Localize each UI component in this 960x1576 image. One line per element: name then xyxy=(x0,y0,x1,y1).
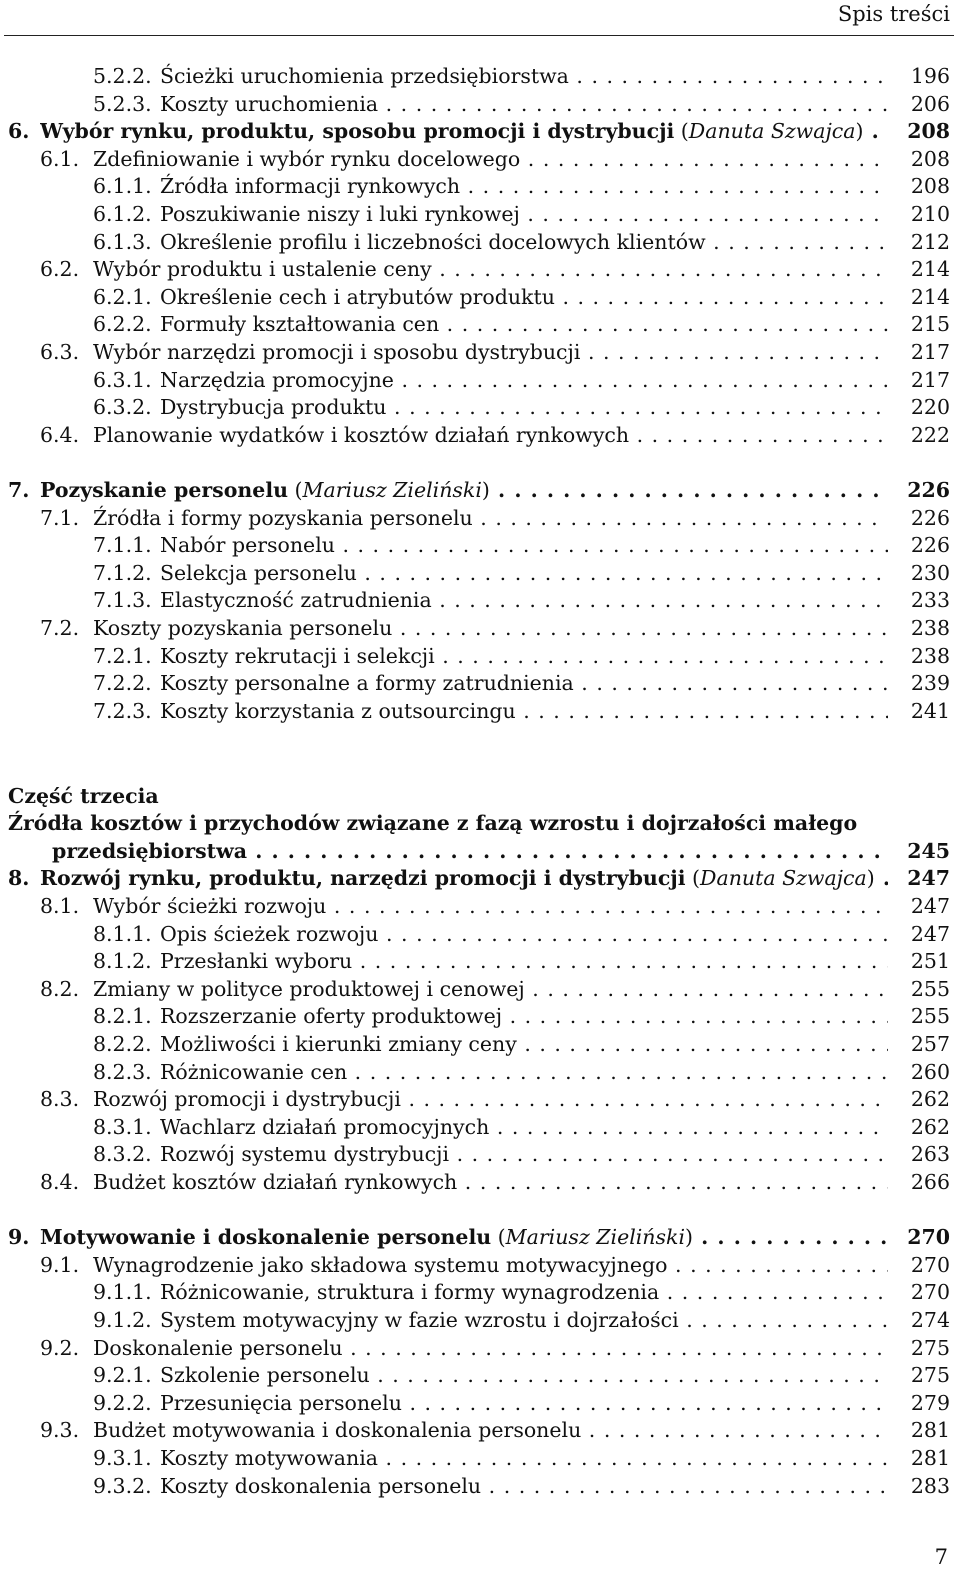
entry-number: 9. xyxy=(8,1225,30,1250)
entry-number: 8.1. xyxy=(40,894,80,918)
entry-title-text: Wachlarz działań promocyjnych xyxy=(160,1114,490,1139)
entry-number: 6.3.1. xyxy=(93,367,152,392)
toc-entry[interactable] xyxy=(0,62,960,90)
entry-title-text: Narzędzia promocyjne xyxy=(160,367,394,392)
entry-page: 212 xyxy=(910,229,950,254)
entry-number: 7.2.3. xyxy=(93,698,152,723)
toc-entry[interactable] xyxy=(0,200,960,228)
entry-number: 8.3.1. xyxy=(93,1114,152,1139)
entry-page: 255 xyxy=(910,1004,950,1029)
toc-entry[interactable] xyxy=(0,1306,960,1334)
entry-page: 230 xyxy=(910,560,950,585)
toc-entry[interactable] xyxy=(0,421,960,449)
entry-title xyxy=(93,1416,888,1444)
page-number: 7 xyxy=(934,1545,948,1569)
entry-page: 214 xyxy=(910,284,950,309)
entry-page: 226 xyxy=(910,533,950,558)
entry-title xyxy=(160,1002,888,1030)
entry-page: 239 xyxy=(910,671,950,696)
entry-title-text: Określenie cech i atrybutów produktu xyxy=(160,284,555,309)
entry-page: 281 xyxy=(910,1418,950,1443)
entry-title xyxy=(160,669,888,697)
entry-number: 8.2.2. xyxy=(93,1032,152,1056)
entry-number: 8. xyxy=(8,866,30,891)
entry-title xyxy=(160,531,888,559)
entry-page: 196 xyxy=(910,64,950,88)
entry-title-text: Określenie profilu i liczebności docelowych klientów xyxy=(160,229,706,254)
entry-title xyxy=(40,864,888,892)
entry-number: 8.4. xyxy=(40,1170,80,1194)
entry-title-text: Szkolenie personelu xyxy=(160,1363,370,1388)
entry-title-text: Elastyczność zatrudnienia xyxy=(160,588,432,613)
entry-title-text: System motywacyjny w fazie wzrostu i dojrzałości xyxy=(160,1308,679,1332)
entry-page: 255 xyxy=(910,976,950,1001)
entry-title xyxy=(93,1085,888,1113)
author-open-paren: ( xyxy=(674,119,689,144)
toc-entry[interactable] xyxy=(0,310,960,338)
entry-page: 283 xyxy=(910,1473,950,1498)
entry-title-text: Selekcja personelu xyxy=(160,560,357,585)
entry-page: 247 xyxy=(910,921,950,946)
toc-entry[interactable] xyxy=(0,697,960,725)
entry-number: 7.1.3. xyxy=(93,588,152,613)
toc-entry[interactable] xyxy=(0,1223,960,1251)
entry-page: 226 xyxy=(907,478,950,502)
toc-entry[interactable] xyxy=(0,669,960,697)
entry-title-text: Koszty motywowania xyxy=(160,1446,379,1470)
entry-title-text: Wybór rynku, produktu, sposobu promocji i dystrybucji xyxy=(40,119,675,144)
toc-entry[interactable] xyxy=(0,1002,960,1030)
entry-title xyxy=(160,1278,888,1306)
entry-title xyxy=(40,1223,888,1251)
entry-page: 247 xyxy=(910,894,950,918)
entry-number: 8.1.1. xyxy=(93,921,152,946)
entry-title-text: Rozszerzanie oferty produktowej xyxy=(160,1004,503,1029)
entry-page: 208 xyxy=(910,174,950,199)
entry-title-text: Różnicowanie, struktura i formy wynagrodzenia xyxy=(160,1280,660,1305)
toc-entry[interactable] xyxy=(0,145,960,173)
entry-title xyxy=(160,393,888,421)
entry-title xyxy=(40,117,888,145)
entry-title xyxy=(160,920,888,948)
entry-title-text: Ścieżki uruchomienia przedsiębiorstwa xyxy=(160,64,569,88)
entry-number: 8.3. xyxy=(40,1087,80,1112)
entry-title-text: Koszty uruchomienia xyxy=(160,91,379,116)
entry-title-text: Pozyskanie personelu xyxy=(40,478,289,502)
entry-page: 214 xyxy=(910,257,950,282)
entry-page: 279 xyxy=(910,1390,950,1415)
entry-number: 8.2.3. xyxy=(93,1059,152,1084)
toc-entry[interactable] xyxy=(0,559,960,587)
entry-number: 6.1.2. xyxy=(93,202,152,226)
toc-entry[interactable] xyxy=(0,1416,960,1444)
entry-page: 275 xyxy=(910,1335,950,1360)
entry-page: 220 xyxy=(910,395,950,420)
toc-entry[interactable] xyxy=(0,117,960,145)
entry-page: 251 xyxy=(910,949,950,974)
entry-title xyxy=(160,1444,888,1472)
entry-page: 217 xyxy=(910,367,950,392)
entry-number: 9.1.2. xyxy=(93,1308,152,1332)
entry-title xyxy=(160,947,888,975)
toc-entry[interactable] xyxy=(0,864,960,892)
entry-author: Danuta Szwajca xyxy=(700,866,867,891)
entry-number: 8.3.2. xyxy=(93,1142,152,1167)
entry-title-text: Budżet kosztów działań rynkowych xyxy=(93,1170,458,1194)
toc-entry[interactable] xyxy=(0,283,960,311)
entry-title xyxy=(160,1113,888,1141)
entry-title xyxy=(160,366,888,394)
entry-title xyxy=(160,1030,888,1058)
toc-entry[interactable] xyxy=(0,1389,960,1417)
toc-entry[interactable] xyxy=(0,1113,960,1141)
entry-title xyxy=(160,1140,888,1168)
entry-page: 238 xyxy=(910,643,950,668)
toc-entry[interactable] xyxy=(0,255,960,283)
entry-title xyxy=(160,642,888,670)
author-close-paren: ) xyxy=(866,866,875,891)
toc-entry[interactable] xyxy=(0,586,960,614)
entry-title xyxy=(160,228,888,256)
entry-page: 260 xyxy=(910,1059,950,1084)
entry-page: 247 xyxy=(907,866,950,891)
entry-page: 233 xyxy=(910,588,950,613)
entry-number: 6.1. xyxy=(40,146,80,171)
entry-title-text: Wybór ścieżki rozwoju xyxy=(93,894,327,918)
entry-title xyxy=(160,586,888,614)
toc-entry[interactable] xyxy=(0,642,960,670)
entry-number: 7.2.2. xyxy=(93,671,152,696)
entry-number: 7.1. xyxy=(40,505,80,530)
entry-title-text: Wynagrodzenie jako składowa systemu motywacyjnego xyxy=(93,1252,668,1277)
entry-title xyxy=(160,200,888,228)
entry-number: 7.1.1. xyxy=(93,533,152,558)
toc-entry[interactable] xyxy=(0,1140,960,1168)
entry-number: 8.1.2. xyxy=(93,949,152,974)
part-label: Część trzecia xyxy=(8,783,159,808)
entry-title: przedsiębiorstwa . . . xyxy=(52,837,888,865)
entry-title-text: Koszty personalne a formy zatrudnienia xyxy=(160,671,574,696)
entry-title xyxy=(160,1058,888,1086)
entry-number: 7.2. xyxy=(40,616,80,640)
entry-page: 206 xyxy=(910,91,950,116)
entry-title xyxy=(93,255,888,283)
entry-title xyxy=(160,283,888,311)
toc-entry[interactable] xyxy=(0,1334,960,1362)
entry-title xyxy=(160,697,888,725)
entry-title-text: Rozwój systemu dystrybucji xyxy=(160,1142,450,1167)
author-open-paren: ( xyxy=(491,1225,506,1250)
entry-title-text: Możliwości i kierunki zmiany ceny xyxy=(160,1032,517,1056)
toc-entry[interactable] xyxy=(0,228,960,256)
entry-number: 9.1.1. xyxy=(93,1280,152,1305)
entry-title xyxy=(93,504,888,532)
entry-title xyxy=(160,1472,888,1500)
author-close-paren: ) xyxy=(855,119,864,144)
entry-title xyxy=(160,172,888,200)
entry-title-text: Różnicowanie cen xyxy=(160,1059,348,1084)
entry-number: 9.2.1. xyxy=(93,1363,152,1388)
entry-title xyxy=(40,476,888,504)
entry-title xyxy=(93,975,888,1003)
entry-page: 238 xyxy=(910,616,950,640)
entry-page: 226 xyxy=(910,505,950,530)
entry-page: 241 xyxy=(910,698,950,723)
entry-number: 5.2.2. xyxy=(93,64,152,88)
author-close-paren: ) xyxy=(685,1225,694,1250)
toc-entry[interactable] xyxy=(0,338,960,366)
entry-page: 210 xyxy=(910,202,950,226)
author-close-paren: ) xyxy=(481,478,490,502)
entry-number: 7. xyxy=(8,478,30,502)
entry-number: 9.2. xyxy=(40,1335,80,1360)
entry-page: 262 xyxy=(910,1087,950,1112)
entry-author: Mariusz Zieliński xyxy=(302,478,482,502)
entry-title-text: Źródła i formy pozyskania personelu xyxy=(93,505,473,530)
entry-title-text: Planowanie wydatków i kosztów działań rynkowych xyxy=(93,422,630,447)
entry-author: Mariusz Zieliński xyxy=(505,1225,686,1250)
toc-entry[interactable] xyxy=(0,1168,960,1196)
entry-title-text: Budżet motywowania i doskonalenia personelu xyxy=(93,1418,582,1443)
entry-title xyxy=(93,1168,888,1196)
author-open-paren: ( xyxy=(288,478,303,502)
entry-title xyxy=(93,892,888,920)
entry-title xyxy=(93,1251,888,1279)
running-header-title: Spis treści xyxy=(837,2,950,26)
entry-number: 6.2. xyxy=(40,257,80,282)
entry-title-text: Wybór narzędzi promocji i sposobu dystrybucji xyxy=(93,340,581,364)
entry-page: 270 xyxy=(907,1225,950,1250)
header-rule xyxy=(4,35,954,36)
entry-number: 7.1.2. xyxy=(93,560,152,585)
toc-entry[interactable] xyxy=(0,172,960,200)
entry-page: 262 xyxy=(910,1114,950,1139)
entry-number: 9.3.2. xyxy=(93,1473,152,1498)
entry-page: 281 xyxy=(910,1446,950,1470)
entry-title xyxy=(160,559,888,587)
entry-title xyxy=(93,145,888,173)
entry-page: 208 xyxy=(907,119,950,144)
entry-title-text: Motywowanie i doskonalenie personelu xyxy=(40,1225,492,1250)
entry-number: 9.3. xyxy=(40,1418,80,1443)
entry-number: 6.4. xyxy=(40,422,80,447)
entry-title xyxy=(93,338,888,366)
entry-title xyxy=(160,90,888,118)
entry-title-text: Dystrybucja produktu xyxy=(160,395,387,420)
entry-page: 215 xyxy=(910,312,950,337)
toc-entry[interactable] xyxy=(0,1251,960,1279)
toc-entry[interactable] xyxy=(0,90,960,118)
entry-number: 9.1. xyxy=(40,1252,80,1277)
entry-title-text: Rozwój rynku, produktu, narzędzi promocji i dystrybucji xyxy=(40,866,686,891)
entry-author: Danuta Szwajca xyxy=(688,119,856,144)
toc-entry[interactable] xyxy=(0,393,960,421)
entry-title xyxy=(93,614,888,642)
entry-number: 6.2.1. xyxy=(93,284,152,309)
entry-title-text: Rozwój promocji i dystrybucji xyxy=(93,1087,401,1112)
entry-title xyxy=(93,421,888,449)
part-title: Źródła kosztów i przychodów związane z fazą wzrostu i dojrzałości małego xyxy=(8,811,858,836)
entry-title xyxy=(160,62,888,90)
entry-title-text: Koszty korzystania z outsourcingu xyxy=(160,698,516,723)
entry-title xyxy=(160,1389,888,1417)
toc-entry[interactable] xyxy=(0,892,960,920)
entry-page: 275 xyxy=(910,1363,950,1388)
entry-title-text: Koszty pozyskania personelu xyxy=(93,616,393,640)
entry-title xyxy=(160,1361,888,1389)
entry-page: 245 xyxy=(907,838,950,863)
entry-title-text: Zmiany w polityce produktowej i cenowej xyxy=(93,976,525,1001)
author-open-paren: ( xyxy=(685,866,701,891)
toc-entry[interactable] xyxy=(0,947,960,975)
toc-entry[interactable] xyxy=(0,476,960,504)
toc-entry[interactable] xyxy=(0,1058,960,1086)
entry-number: 9.2.2. xyxy=(93,1390,152,1415)
toc-entry[interactable] xyxy=(0,531,960,559)
entry-title-text: Przesłanki wyboru xyxy=(160,949,353,974)
entry-title-text: Poszukiwanie niszy i luki rynkowej xyxy=(160,202,520,226)
toc-entry[interactable] xyxy=(0,504,960,532)
entry-title-text: Przesunięcia personelu xyxy=(160,1390,402,1415)
entry-title-text: Opis ścieżek rozwoju xyxy=(160,921,379,946)
entry-page: 208 xyxy=(910,146,950,171)
entry-title xyxy=(93,1334,888,1362)
toc-entry[interactable] xyxy=(0,614,960,642)
entry-page: 274 xyxy=(910,1308,950,1332)
entry-title-text: Wybór produktu i ustalenie ceny xyxy=(93,257,432,282)
toc-entry[interactable] xyxy=(0,1278,960,1306)
entry-number: 6.3.2. xyxy=(93,395,152,420)
entry-title xyxy=(160,1306,888,1334)
entry-number: 6. xyxy=(8,119,30,144)
entry-page: 217 xyxy=(910,340,950,364)
part-title-continued-entry[interactable] xyxy=(0,837,960,865)
entry-number: 6.2.2. xyxy=(93,312,152,337)
toc-entry[interactable] xyxy=(0,1361,960,1389)
entry-number: 6.3. xyxy=(40,340,80,364)
entry-title-text: Doskonalenie personelu xyxy=(93,1335,343,1360)
entry-number: 6.1.3. xyxy=(93,229,152,254)
entry-page: 270 xyxy=(910,1252,950,1277)
entry-page: 263 xyxy=(910,1142,950,1167)
entry-number: 5.2.3. xyxy=(93,91,152,116)
entry-number: 9.3.1. xyxy=(93,1446,152,1470)
entry-number: 8.2. xyxy=(40,976,80,1001)
entry-title xyxy=(160,310,888,338)
entry-page: 222 xyxy=(910,422,950,447)
entry-number: 6.1.1. xyxy=(93,174,152,199)
toc-entry[interactable] xyxy=(0,920,960,948)
toc-entry[interactable] xyxy=(0,1444,960,1472)
toc-entry[interactable] xyxy=(0,366,960,394)
entry-title-text: Zdefiniowanie i wybór rynku docelowego xyxy=(93,146,521,171)
entry-title-text: Nabór personelu xyxy=(160,533,335,558)
entry-number: 8.2.1. xyxy=(93,1004,152,1029)
entry-number: 7.2.1. xyxy=(93,643,152,668)
entry-page: 257 xyxy=(910,1032,950,1056)
entry-title-text: Formuły kształtowania cen xyxy=(160,312,440,337)
entry-title-text: Źródła informacji rynkowych xyxy=(160,174,461,199)
toc-entry[interactable] xyxy=(0,1472,960,1500)
toc-entry[interactable] xyxy=(0,975,960,1003)
entry-title-text: Koszty rekrutacji i selekcji xyxy=(160,643,435,668)
entry-title-text: Koszty doskonalenia personelu xyxy=(160,1473,482,1498)
entry-page: 266 xyxy=(910,1170,950,1194)
toc-entry[interactable] xyxy=(0,1030,960,1058)
toc-entry[interactable] xyxy=(0,1085,960,1113)
entry-page: 270 xyxy=(910,1280,950,1305)
